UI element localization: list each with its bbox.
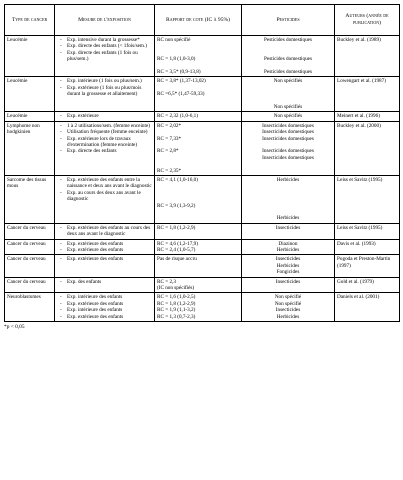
- exposure-item: - Utilisation fréquente (femme enceinte): [67, 129, 152, 135]
- header-type: Type de cancer: [5, 5, 55, 36]
- exposure-item: - Exp. extérieure des enfants: [67, 247, 152, 253]
- pesticide-value: Herbicides: [276, 246, 300, 253]
- pesticide-value: Non spécifié: [274, 300, 302, 307]
- exposure-item: - Exp. des enfants: [67, 279, 152, 285]
- results-table: [4, 4, 400, 322]
- pesticide-value: Insecticides: [275, 256, 301, 263]
- odds-ratio-value: RC =6,5* (1,47-59,33): [157, 91, 205, 98]
- exposure-item: - Exp. intérieure des enfants: [67, 294, 152, 300]
- pesticide-value: Insecticides: [275, 278, 301, 285]
- cancer-type-cell: Cancer du cerveau: [5, 239, 55, 255]
- odds-ratio-cell: [155, 277, 242, 293]
- exposure-cell: [55, 293, 155, 322]
- header-pesticides: Pesticides: [242, 5, 335, 36]
- exposure-item: - 1 à 2 utilisations/sem. (femme enceinte): [67, 123, 152, 129]
- pesticide-value: Diazinon: [278, 240, 298, 247]
- cancer-type-cell: Cancer du cerveau: [5, 277, 55, 293]
- pesticide-value: Herbicides: [276, 262, 300, 269]
- exposure-item: - Exp. directe des enfants: [67, 148, 152, 154]
- authors-cell: Daniels et al. (2001): [335, 293, 400, 322]
- exposure-item: - Exp. extérieure des enfants: [67, 314, 152, 320]
- pesticide-value: Insecticides: [275, 307, 301, 314]
- exposure-item: - Exp. directe des enfants (< 1fois/sem.): [67, 43, 152, 49]
- table-row: [5, 36, 400, 77]
- odds-ratio-value: RC non spécifié: [157, 37, 191, 43]
- odds-ratio-value: RC = 7,33*: [157, 135, 182, 142]
- odds-ratio-value: RC = 1,6 (1,0-2,5): [157, 294, 196, 301]
- odds-ratio-cell: [155, 223, 242, 239]
- exposure-cell: [55, 36, 155, 77]
- odds-ratio-value: RC = 3,9 (1,3-9,2): [157, 202, 196, 209]
- table-row: [5, 112, 400, 121]
- pesticides-cell: [242, 293, 335, 322]
- header-authors: Auteurs (année de publication): [335, 5, 400, 36]
- odds-ratio-value: RC = 1,9 (1,1-3,2): [157, 307, 196, 314]
- header-odds-ratio: Rapport de cote (IC à 95%): [155, 5, 242, 36]
- authors-cell: Leiss et Savitz (1995): [335, 223, 400, 239]
- odds-ratio-value: RC = 2,32 (1,0-6,1): [157, 113, 198, 120]
- pesticide-value: Pesticides domestiques: [264, 68, 312, 75]
- cancer-type-cell: Cancer du cerveau: [5, 223, 55, 239]
- pesticide-value: Pesticides domestiques: [264, 56, 312, 63]
- odds-ratio-value: (IC non spécifiés): [157, 284, 195, 291]
- table-row: [5, 175, 400, 223]
- exposure-item: - Exp. extérieure des enfants entre la naissance et deux ans avant le diagnostic: [67, 177, 152, 190]
- cancer-type-cell: Leucémie: [5, 77, 55, 112]
- exposure-item: - Exp. directe des enfants (1 fois ou plus/sem.): [67, 50, 152, 63]
- authors-cell: Meinert et al. (1996): [335, 112, 400, 121]
- pesticides-cell: [242, 77, 335, 112]
- odds-ratio-value: RC = 1,8 (1,0-3,0): [157, 56, 196, 63]
- pesticide-value: Insecticides domestiques: [262, 154, 314, 161]
- odds-ratio-value: RC = 3,5* (0,9-13,8): [157, 68, 201, 75]
- document-page: [4, 4, 399, 330]
- authors-cell: Gold et al. (1979): [335, 277, 400, 293]
- pesticides-cell: [242, 175, 335, 223]
- pesticide-value: Insecticides: [275, 224, 301, 231]
- odds-ratio-value: RC = 4,6 (1,2-17,9): [157, 240, 198, 247]
- pesticide-value: Herbicides: [276, 313, 300, 320]
- odds-ratio-cell: [155, 36, 242, 77]
- cancer-type-cell: Leucémie: [5, 36, 55, 77]
- pesticide-value: Insecticides domestiques: [262, 122, 314, 129]
- pesticides-cell: [242, 255, 335, 277]
- authors-cell: Buckley et al. (2000): [335, 121, 400, 175]
- odds-ratio-cell: [155, 121, 242, 175]
- authors-cell: Buckley et al. (1989): [335, 36, 400, 77]
- exposure-cell: [55, 112, 155, 121]
- table-row: [5, 77, 400, 112]
- odds-ratio-value: RC = 1,3 (0,7-2,3): [157, 313, 196, 320]
- odds-ratio-cell: [155, 175, 242, 223]
- pesticide-value: Herbicides: [276, 215, 300, 222]
- pesticides-cell: [242, 223, 335, 239]
- odds-ratio-value: RC = 2,8*: [157, 148, 179, 155]
- exposure-cell: [55, 239, 155, 255]
- exposure-item: - Exp. extérieure des enfants: [67, 241, 152, 247]
- pesticides-cell: [242, 112, 335, 121]
- pesticide-value: Non spécifié: [274, 294, 302, 301]
- odds-ratio-value: RC = 1,8 (1,2-2,9): [157, 224, 196, 231]
- odds-ratio-value: RC = 2,35*: [157, 167, 182, 174]
- odds-ratio-value: RC = 4,1 (1,0-16,0): [157, 176, 198, 183]
- odds-ratio-value: RC = 2,3: [157, 278, 176, 285]
- pesticide-value: Insecticides domestiques: [262, 129, 314, 136]
- table-row: [5, 223, 400, 239]
- table-row: [5, 277, 400, 293]
- pesticide-value: Pesticides domestiques: [264, 37, 312, 43]
- exposure-cell: [55, 121, 155, 175]
- pesticide-value: Non spécifiés: [273, 103, 303, 110]
- header-exposure: Mesure de l'exposition: [55, 5, 155, 36]
- odds-ratio-cell: [155, 293, 242, 322]
- footnote: *p < 0,05: [4, 324, 25, 331]
- cancer-type-cell: Cancer du cerveau: [5, 255, 55, 277]
- pesticide-value: Non spécifiés: [273, 113, 303, 120]
- exposure-cell: [55, 255, 155, 277]
- exposure-cell: [55, 277, 155, 293]
- table-row: [5, 121, 400, 175]
- odds-ratio-value: RC = 1,8 (1,2-2,9): [157, 300, 196, 307]
- odds-ratio-cell: [155, 112, 242, 121]
- table-row: [5, 239, 400, 255]
- cancer-type-cell: Neuroblastomes: [5, 293, 55, 322]
- exposure-cell: [55, 77, 155, 112]
- exposure-item: - Exp. intensive durant la grossesse*: [67, 37, 152, 43]
- pesticide-value: Herbicides: [276, 176, 300, 183]
- exposure-item: - Exp. extérieure (1 fois ou plus/mois durant la grossesse et allaitement): [67, 85, 152, 98]
- pesticide-value: Insecticides domestiques: [262, 135, 314, 142]
- pesticide-value: Insecticides domestiques: [262, 148, 314, 155]
- odds-ratio-cell: [155, 77, 242, 112]
- pesticides-cell: [242, 239, 335, 255]
- exposure-cell: [55, 223, 155, 239]
- odds-ratio-value: RC = 2,4 (1,0-5,7): [157, 246, 196, 253]
- odds-ratio-cell: [155, 255, 242, 277]
- odds-ratio-value: RC = 2,02*: [157, 122, 182, 129]
- exposure-item: - Exp. intérieure des enfants: [67, 307, 152, 313]
- authors-cell: Pogoda et Preston-Martin (1997): [335, 255, 400, 277]
- table-row: [5, 293, 400, 322]
- header-row: [5, 5, 400, 36]
- pesticides-cell: [242, 277, 335, 293]
- exposure-item: - Exp. au cours des deux ans avant le diagnostic: [67, 190, 152, 203]
- pesticide-value: Fongicides: [276, 269, 300, 276]
- pesticides-cell: [242, 36, 335, 77]
- exposure-item: - Exp. intérieure (1 fois ou plus/sem.): [67, 78, 152, 84]
- exposure-item: - Exp. extérieure des enfants: [67, 301, 152, 307]
- exposure-item: - Exp. extérieure: [67, 113, 152, 119]
- table-row: [5, 255, 400, 277]
- authors-cell: Lowengart et al. (1987): [335, 77, 400, 112]
- pesticide-value: Non spécifiés: [273, 78, 303, 85]
- odds-ratio-cell: [155, 239, 242, 255]
- exposure-cell: [55, 175, 155, 223]
- cancer-type-cell: Sarcome des tissus mous: [5, 175, 55, 223]
- exposure-item: - Exp. extérieure des enfants: [67, 256, 152, 262]
- odds-ratio-value: RC = 3,8* (1,37-13,02): [157, 78, 206, 85]
- pesticides-cell: [242, 121, 335, 175]
- cancer-type-cell: Leucémie: [5, 112, 55, 121]
- authors-cell: Leiss et Savitz (1995): [335, 175, 400, 223]
- cancer-type-cell: Lymphome non hodgkinien: [5, 121, 55, 175]
- odds-ratio-value: Pas de risque accru: [157, 256, 197, 263]
- exposure-item: - Exp. extérieure lors de travaux d'extermination (femme enceinte): [67, 136, 152, 149]
- exposure-item: - Exp. extérieure des enfants au cours des deux ans avant le diagnostic: [67, 225, 152, 238]
- authors-cell: Davis et al. (1993): [335, 239, 400, 255]
